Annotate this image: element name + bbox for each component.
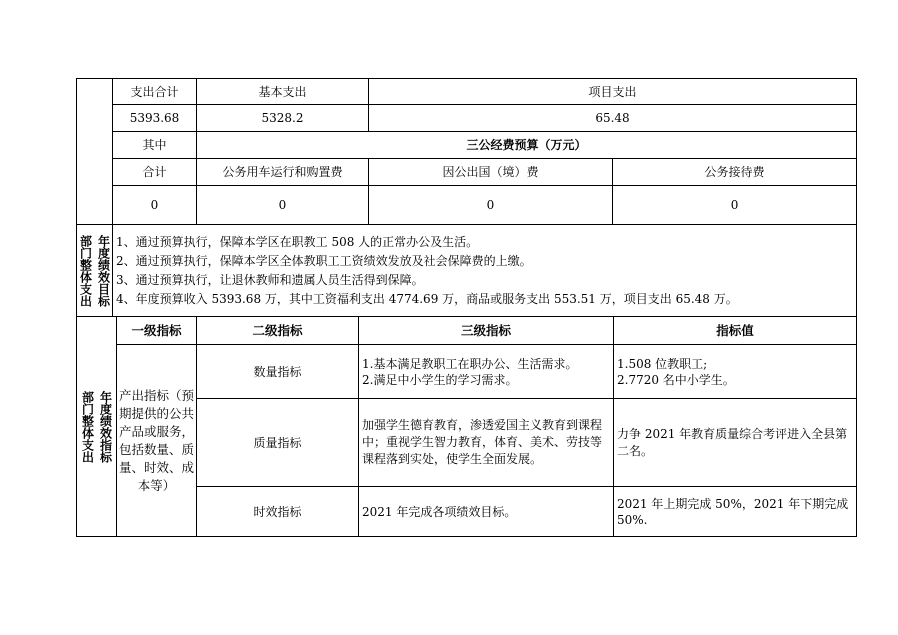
three-public-header-total: 合计 — [113, 159, 197, 186]
value-quantity-cell — [614, 345, 857, 399]
annual-goals-cell — [113, 225, 857, 317]
level3-quality: 加强学生德育教育，渗透爱国主义教育到课程中；重视学生智力教育，体育、美术、劳技等课程落到实处，使学生全面发展。 — [359, 399, 614, 487]
level3-timeliness: 2021 年完成各项绩效目标。 — [359, 487, 614, 537]
level2-quality: 质量指标 — [197, 399, 359, 487]
three-public-header-vehicle: 公务用车运行和购置费 — [197, 159, 369, 186]
header-level2-indicator: 二级指标 — [197, 317, 359, 345]
level2-quantity: 数量指标 — [197, 345, 359, 399]
value-project-expense: 65.48 — [369, 105, 857, 132]
level1-output-indicator: 产出指标（预期提供的公共产品或服务，包括数量、质量、时效、成本等） — [117, 345, 197, 537]
annual-indicator-section-label — [77, 317, 117, 537]
header-indicator-value: 指标值 — [614, 317, 857, 345]
value-quantity-item-2: 2.7720 名中小学生。 — [617, 372, 735, 387]
three-public-value-total: 0 — [113, 186, 197, 225]
three-public-header-reception: 公务接待费 — [613, 159, 857, 186]
header-basic-expense: 基本支出 — [197, 79, 369, 105]
dept-overall-label: 部门整体支出 — [78, 234, 93, 307]
value-total-expense: 5393.68 — [113, 105, 197, 132]
budget-form-sheet — [76, 78, 856, 537]
header-level1-indicator: 一级指标 — [117, 317, 197, 345]
section-blank-cell — [77, 79, 113, 225]
annual-goal-section-label — [77, 225, 113, 317]
annual-indicator-label: 年度绩效指标 — [98, 390, 113, 463]
level3-quantity-item-1: 1.基本满足教职工在职办公、生活需求。 — [362, 356, 578, 371]
level3-quantity-cell — [359, 345, 614, 399]
level3-quantity-item-2: 2.满足中小学生的学习需求。 — [362, 372, 518, 387]
budget-table — [76, 78, 857, 317]
three-public-value-abroad: 0 — [369, 186, 613, 225]
three-public-header-abroad: 因公出国（境）费 — [369, 159, 613, 186]
value-quality: 力争 2021 年教育质量综合考评进入全县第二名。 — [614, 399, 857, 487]
three-public-value-vehicle: 0 — [197, 186, 369, 225]
value-basic-expense: 5328.2 — [197, 105, 369, 132]
header-project-expense: 项目支出 — [369, 79, 857, 105]
goal-item-2: 2、通过预算执行，保障本学区全体教职工工资绩效发放及社会保障费的上缴。 — [116, 253, 532, 268]
annual-goal-label: 年度绩效目标 — [96, 234, 111, 307]
level2-timeliness: 时效指标 — [197, 487, 359, 537]
header-level3-indicator: 三级指标 — [359, 317, 614, 345]
indicator-table — [76, 316, 857, 537]
goal-item-1: 1、通过预算执行，保障本学区在职教工 508 人的正常办公及生活。 — [116, 234, 479, 249]
goal-item-4: 4、年度预算收入 5393.68 万，其中工资福利支出 4774.69 万，商品或服务支出 553.51 万，项目支出 65.48 万。 — [116, 291, 738, 306]
three-public-value-reception: 0 — [613, 186, 857, 225]
value-timeliness: 2021 年上期完成 50%，2021 年下期完成 50%. — [614, 487, 857, 537]
three-public-title: 三公经费预算（万元） — [197, 132, 857, 159]
dept-overall-label-2: 部门整体支出 — [80, 390, 95, 463]
of-which-label: 其中 — [113, 132, 197, 159]
header-total-expense: 支出合计 — [113, 79, 197, 105]
goal-item-3: 3、通过预算执行，让退休教师和遗属人员生活得到保障。 — [116, 272, 424, 287]
value-quantity-item-1: 1.508 位教职工; — [617, 356, 708, 371]
